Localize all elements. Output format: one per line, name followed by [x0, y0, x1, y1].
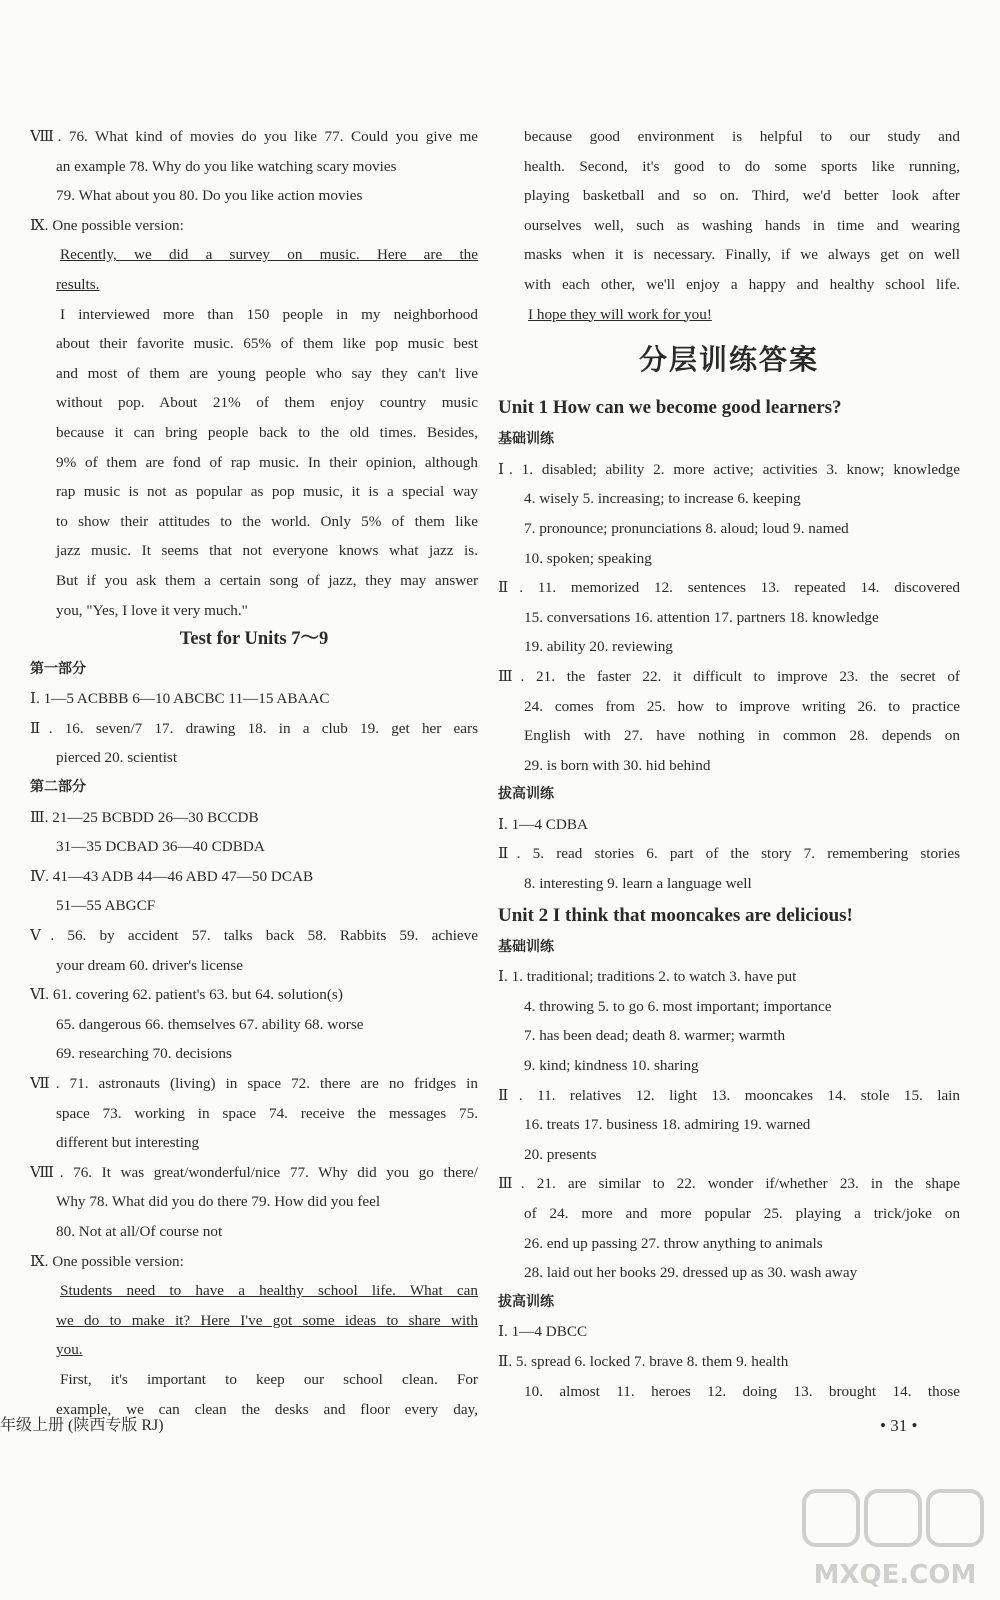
- right-text-line: 7. pronounce; pronunciations 8. aloud; loud 9. named: [524, 519, 849, 537]
- left-text-line: and most of them are young people who say they can't live: [56, 364, 478, 382]
- footer-grade-label: 年级上册 (陕西专版 RJ): [0, 1417, 164, 1434]
- right-text-line: 8. interesting 9. learn a language well: [524, 875, 752, 893]
- right-text-line: Ⅱ. 11. memorized 12. sentences 13. repeated 14. discovered: [498, 579, 960, 597]
- left-text-line: different but interesting: [56, 1134, 200, 1152]
- right-text-line: Ⅱ. 5. read stories 6. part of the story 7. remembering stories: [498, 845, 960, 863]
- left-text-line: about their favorite music. 65% of them like pop music best: [56, 335, 478, 353]
- right-text-line: Ⅲ. 21. the faster 22. it difficult to improve 23. the secret of: [498, 667, 960, 685]
- right-text-line: with each other, we'll enjoy a happy and healthy school life.: [524, 275, 960, 293]
- right-text-line: because good environment is helpful to our study and: [524, 128, 960, 145]
- right-text-line: I hope they will work for you!: [528, 305, 712, 323]
- left-text-line: Ⅲ. 21—25 BCBDD 26—30 BCCDB: [30, 808, 259, 826]
- right-text-line: 分层训练答案: [638, 343, 819, 377]
- left-text-line: Ⅶ. 71. astronauts (living) in space 72. there are no fridges in: [30, 1075, 478, 1092]
- left-text-line: But if you ask them a certain song of jazz, they may answer: [56, 571, 478, 589]
- left-text-line: your dream 60. driver's license: [56, 956, 244, 974]
- left-text-line: Ⅷ. 76. It was great/wonderful/nice 77. Why did you go there/: [30, 1163, 478, 1181]
- left-text-line: 80. Not at all/Of course not: [56, 1222, 223, 1240]
- left-text-line: pierced 20. scientist: [56, 749, 178, 767]
- left-text-line: 79. What about you 80. Do you like action movies: [56, 187, 363, 205]
- right-text-line: 20. presents: [524, 1145, 597, 1163]
- right-text-line: Ⅱ. 5. spread 6. locked 7. brave 8. them 9. health: [498, 1352, 789, 1370]
- right-text-line: 24. comes from 25. how to improve writing 26. to practice: [524, 697, 960, 715]
- left-text-line: Ⅵ. 61. covering 62. patient's 63. but 64. solution(s): [30, 986, 343, 1004]
- left-text-line: Students need to have a healthy school life. What can: [60, 1282, 478, 1300]
- right-text-line: 26. end up passing 27. throw anything to animals: [524, 1234, 823, 1252]
- right-text-line: 基础训练: [498, 431, 554, 448]
- left-text-line: without pop. About 21% of them enjoy country music: [56, 394, 478, 412]
- left-text-line: Recently, we did a survey on music. Here are the: [60, 246, 478, 264]
- left-text-line: because it can bring people back to the old times. Besides,: [56, 423, 478, 441]
- right-text-line: 10. spoken; speaking: [524, 549, 652, 567]
- left-text-line: I interviewed more than 150 people in my neighborhood: [60, 305, 478, 323]
- right-text-line: Unit 2 I think that mooncakes are delicious!: [498, 904, 853, 926]
- left-text-line: Ⅴ. 56. by accident 57. talks back 58. Rabbits 59. achieve: [30, 927, 478, 945]
- right-text-line: Ⅰ. 1. traditional; traditions 2. to watch 3. have put: [498, 968, 797, 986]
- right-text-line: 9. kind; kindness 10. sharing: [524, 1057, 699, 1075]
- watermark-logo: [800, 1485, 990, 1595]
- right-text-line: 4. wisely 5. increasing; to increase 6. keeping: [524, 490, 801, 508]
- right-column: [498, 122, 960, 1406]
- left-text-line: results.: [56, 275, 100, 293]
- left-text-line: First, it's important to keep our school clean. For: [60, 1370, 478, 1388]
- left-text-line: Ⅸ. One possible version:: [30, 216, 184, 234]
- right-text-line: 15. conversations 16. attention 17. partners 18. knowledge: [524, 608, 879, 626]
- left-text-line: 31—35 DCBAD 36—40 CDBDA: [56, 838, 265, 856]
- right-text-line: Ⅱ. 11. relatives 12. light 13. mooncakes 14. stole 15. lain: [498, 1086, 960, 1104]
- right-text-line: 4. throwing 5. to go 6. most important; importance: [524, 997, 832, 1015]
- right-text-line: health. Second, it's good to do some sports like running,: [524, 157, 960, 175]
- left-text-line: Ⅱ. 16. seven/7 17. drawing 18. in a club 19. get her ears: [30, 719, 478, 737]
- right-text-line: Unit 1 How can we become good learners?: [498, 397, 842, 419]
- left-text-line: Ⅳ. 41—43 ADB 44—46 ABD 47—50 DCAB: [30, 867, 314, 885]
- right-text-line: 28. laid out her books 29. dressed up as 30. wash away: [524, 1264, 858, 1282]
- right-text-line: 拔高训练: [498, 786, 554, 803]
- right-text-line: 29. is born with 30. hid behind: [524, 756, 711, 774]
- left-text-line: 69. researching 70. decisions: [56, 1045, 232, 1063]
- right-text-line: Ⅰ. 1—4 DBCC: [498, 1323, 588, 1341]
- left-text-line: you.: [56, 1341, 83, 1359]
- left-text-line: 9% of them are fond of rap music. In their opinion, although: [56, 453, 478, 471]
- right-text-line: 19. ability 20. reviewing: [524, 638, 673, 656]
- right-text-line: 拔高训练: [498, 1293, 554, 1310]
- left-text-line: Ⅸ. One possible version:: [30, 1252, 184, 1270]
- left-text-line: example, we can clean the desks and floor every day,: [56, 1400, 478, 1418]
- right-text-line: playing basketball and so on. Third, we'd better look after: [524, 187, 960, 205]
- left-text-line: to show their attitudes to the world. Only 5% of them like: [56, 512, 478, 530]
- right-text-line: masks when it is necessary. Finally, if we always get on well: [524, 246, 960, 264]
- right-text-line: Ⅲ. 21. are similar to 22. wonder if/whether 23. in the shape: [498, 1175, 960, 1193]
- left-text-line: 第二部分: [30, 779, 86, 796]
- left-text-line: jazz music. It seems that not everyone knows what jazz is.: [56, 542, 478, 560]
- left-text-line: 51—55 ABGCF: [56, 897, 156, 915]
- right-text-line: ourselves well, such as washing hands in time and wearing: [524, 216, 960, 234]
- right-text-line: Ⅰ. 1—4 CDBA: [498, 815, 588, 833]
- right-text-line: 16. treats 17. business 18. admiring 19. warned: [524, 1116, 811, 1134]
- right-text-line: 7. has been dead; death 8. warmer; warmth: [524, 1027, 786, 1045]
- left-text-line: an example 78. Why do you like watching scary movies: [56, 157, 397, 175]
- left-text-line: rap music is not as popular as pop music, it is a special way: [56, 483, 478, 501]
- left-text-line: we do to make it? Here I've got some ideas to share with: [56, 1311, 478, 1329]
- right-text-line: 基础训练: [498, 938, 554, 955]
- right-text-line: English with 27. have nothing in common 28. depends on: [524, 727, 960, 745]
- watermark-url: MXQE.COM: [813, 1560, 977, 1590]
- left-text-line: space 73. working in space 74. receive the messages 75.: [56, 1104, 478, 1122]
- right-text-line: of 24. more and more popular 25. playing a trick/joke on: [524, 1205, 960, 1222]
- right-text-line: 10. almost 11. heroes 12. doing 13. brought 14. those: [524, 1382, 960, 1400]
- left-text-line: Ⅷ. 76. What kind of movies do you like 77. Could you give me: [30, 128, 478, 145]
- right-text-line: Ⅰ. 1. disabled; ability 2. more active; activities 3. know; knowledge: [498, 460, 960, 478]
- left-text-line: 65. dangerous 66. themselves 67. ability 68. worse: [56, 1015, 364, 1033]
- page-number: • 31 •: [880, 1416, 918, 1435]
- left-text-line: Ⅰ. 1—5 ACBBB 6—10 ABCBC 11—15 ABAAC: [30, 690, 330, 708]
- left-text-line: Test for Units 7～9: [179, 629, 329, 650]
- left-text-line: Why 78. What did you do there 79. How did you feel: [56, 1193, 381, 1211]
- left-text-line: 第一部分: [30, 660, 86, 677]
- left-text-line: you, "Yes, I love it very much.": [56, 601, 248, 619]
- left-column: [30, 122, 478, 1424]
